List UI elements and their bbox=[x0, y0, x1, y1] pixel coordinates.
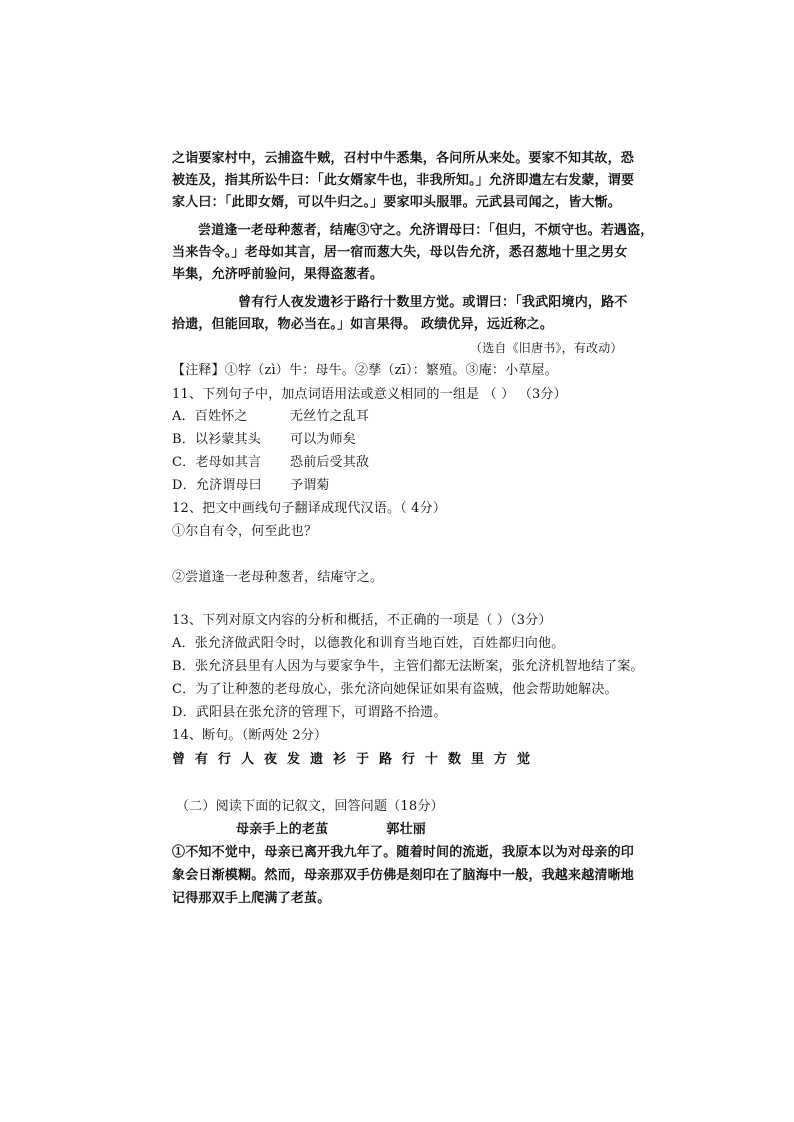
article-paragraph-line: 记得那双手上爬满了老茧。 bbox=[172, 891, 331, 906]
passage-line: 毕集，允济呼前验问，果得盗葱者。 bbox=[172, 267, 384, 282]
question-11-stem: 11、下列句子中，加点词语用法或意义相同的一组是 （ ） （3分） bbox=[172, 387, 567, 402]
q14-punctuation-sentence: 曾有行人夜发遗衫于路行十数里方觉 bbox=[172, 752, 541, 767]
question-12-stem: 12、把文中画线句子翻译成现代汉语。（ 4分） bbox=[172, 501, 447, 516]
annotation-notes: 【注释】①牸（zì）牛：母牛。②孳（zī）：繁殖。③庵：小草屋。 bbox=[172, 363, 558, 378]
passage-line: 家人曰：「此即女婿，可以牛归之。」要家叩头服罪。元武县司闻之，皆大惭。 bbox=[172, 195, 622, 210]
q12-sentence-1: ①尔自有令，何至此也？ bbox=[172, 524, 318, 539]
q13-option-c: C．为了让种葱的老母放心，张允济向她保证如果有盗贼，他会帮助她解决。 bbox=[172, 682, 618, 697]
passage-line: 当来告令。」老母如其言，居一宿而葱大失，母以告允济，悉召葱地十里之男女 bbox=[172, 245, 628, 260]
q13-option-b: B．张允济县里有人因为与要家争牛，主管们都无法断案，张允济机智地结了案。 bbox=[172, 659, 644, 674]
passage-line: 被连及，指其所讼牛曰：「此女婿家牛也，非我所知。」允济即遣左右发蒙，谓要 bbox=[172, 173, 635, 188]
q11-option-a: A．百姓怀之 无丝竹之乱耳 bbox=[172, 409, 370, 424]
article-title-line bbox=[236, 821, 426, 838]
article-paragraph-line: 象会日渐模糊。然而，母亲那双手仿佛是刻印在了脑海中一般，我越来越清晰地 bbox=[172, 868, 635, 883]
passage-line: 之诣要家村中，云捕盗牛贼，召村中牛悉集，各问所从来处。要家不知其故，恐 bbox=[172, 151, 635, 166]
article-title: 母亲手上的老茧 bbox=[236, 822, 329, 837]
passage-line: 拾遗，但能回取，物必当在。」如言果得。 政绩优异，远近称之。 bbox=[172, 317, 554, 332]
question-13-stem: 13、下列对原文内容的分析和概括，不正确的一项是（ ）（3分） bbox=[172, 613, 552, 628]
article-paragraph-line: ①不知不觉中，母亲已离开我九年了。随着时间的流逝，我原本以为对母亲的印 bbox=[172, 845, 635, 860]
q11-option-b: B．以衫蒙其头 可以为师矣 bbox=[172, 432, 357, 447]
section-2-heading: （二）阅读下面的记叙文，回答问题（18分） bbox=[176, 799, 444, 814]
q11-option-d: D．允济谓母曰 予谓菊 bbox=[172, 478, 330, 493]
q11-option-c: C．老母如其言 恐前后受其敌 bbox=[172, 455, 370, 470]
question-14-stem: 14、断句。（断两处 2分） bbox=[172, 728, 328, 743]
q13-option-d: D．武阳县在张允济的管理下，可谓路不拾遗。 bbox=[172, 705, 447, 720]
q13-option-a: A．张允济做武阳令时，以德教化和训育当地百姓，百姓都归向他。 bbox=[172, 636, 565, 651]
q12-sentence-2: ②尝道逢一老母种葱者，结庵守之。 bbox=[172, 570, 384, 585]
article-author: 郭壮丽 bbox=[386, 822, 427, 837]
passage-line: 曾有行人夜发遗衫于路行十数里方觉。或谓曰：「我武阳境内，路不 bbox=[238, 295, 628, 310]
source-citation: （选自《旧唐书》，有改动） bbox=[470, 341, 623, 355]
passage-line: 尝道逢一老母种葱者，结庵③守之。允济谓母曰：「但归，不烦守也。若遇盗， bbox=[198, 223, 654, 238]
